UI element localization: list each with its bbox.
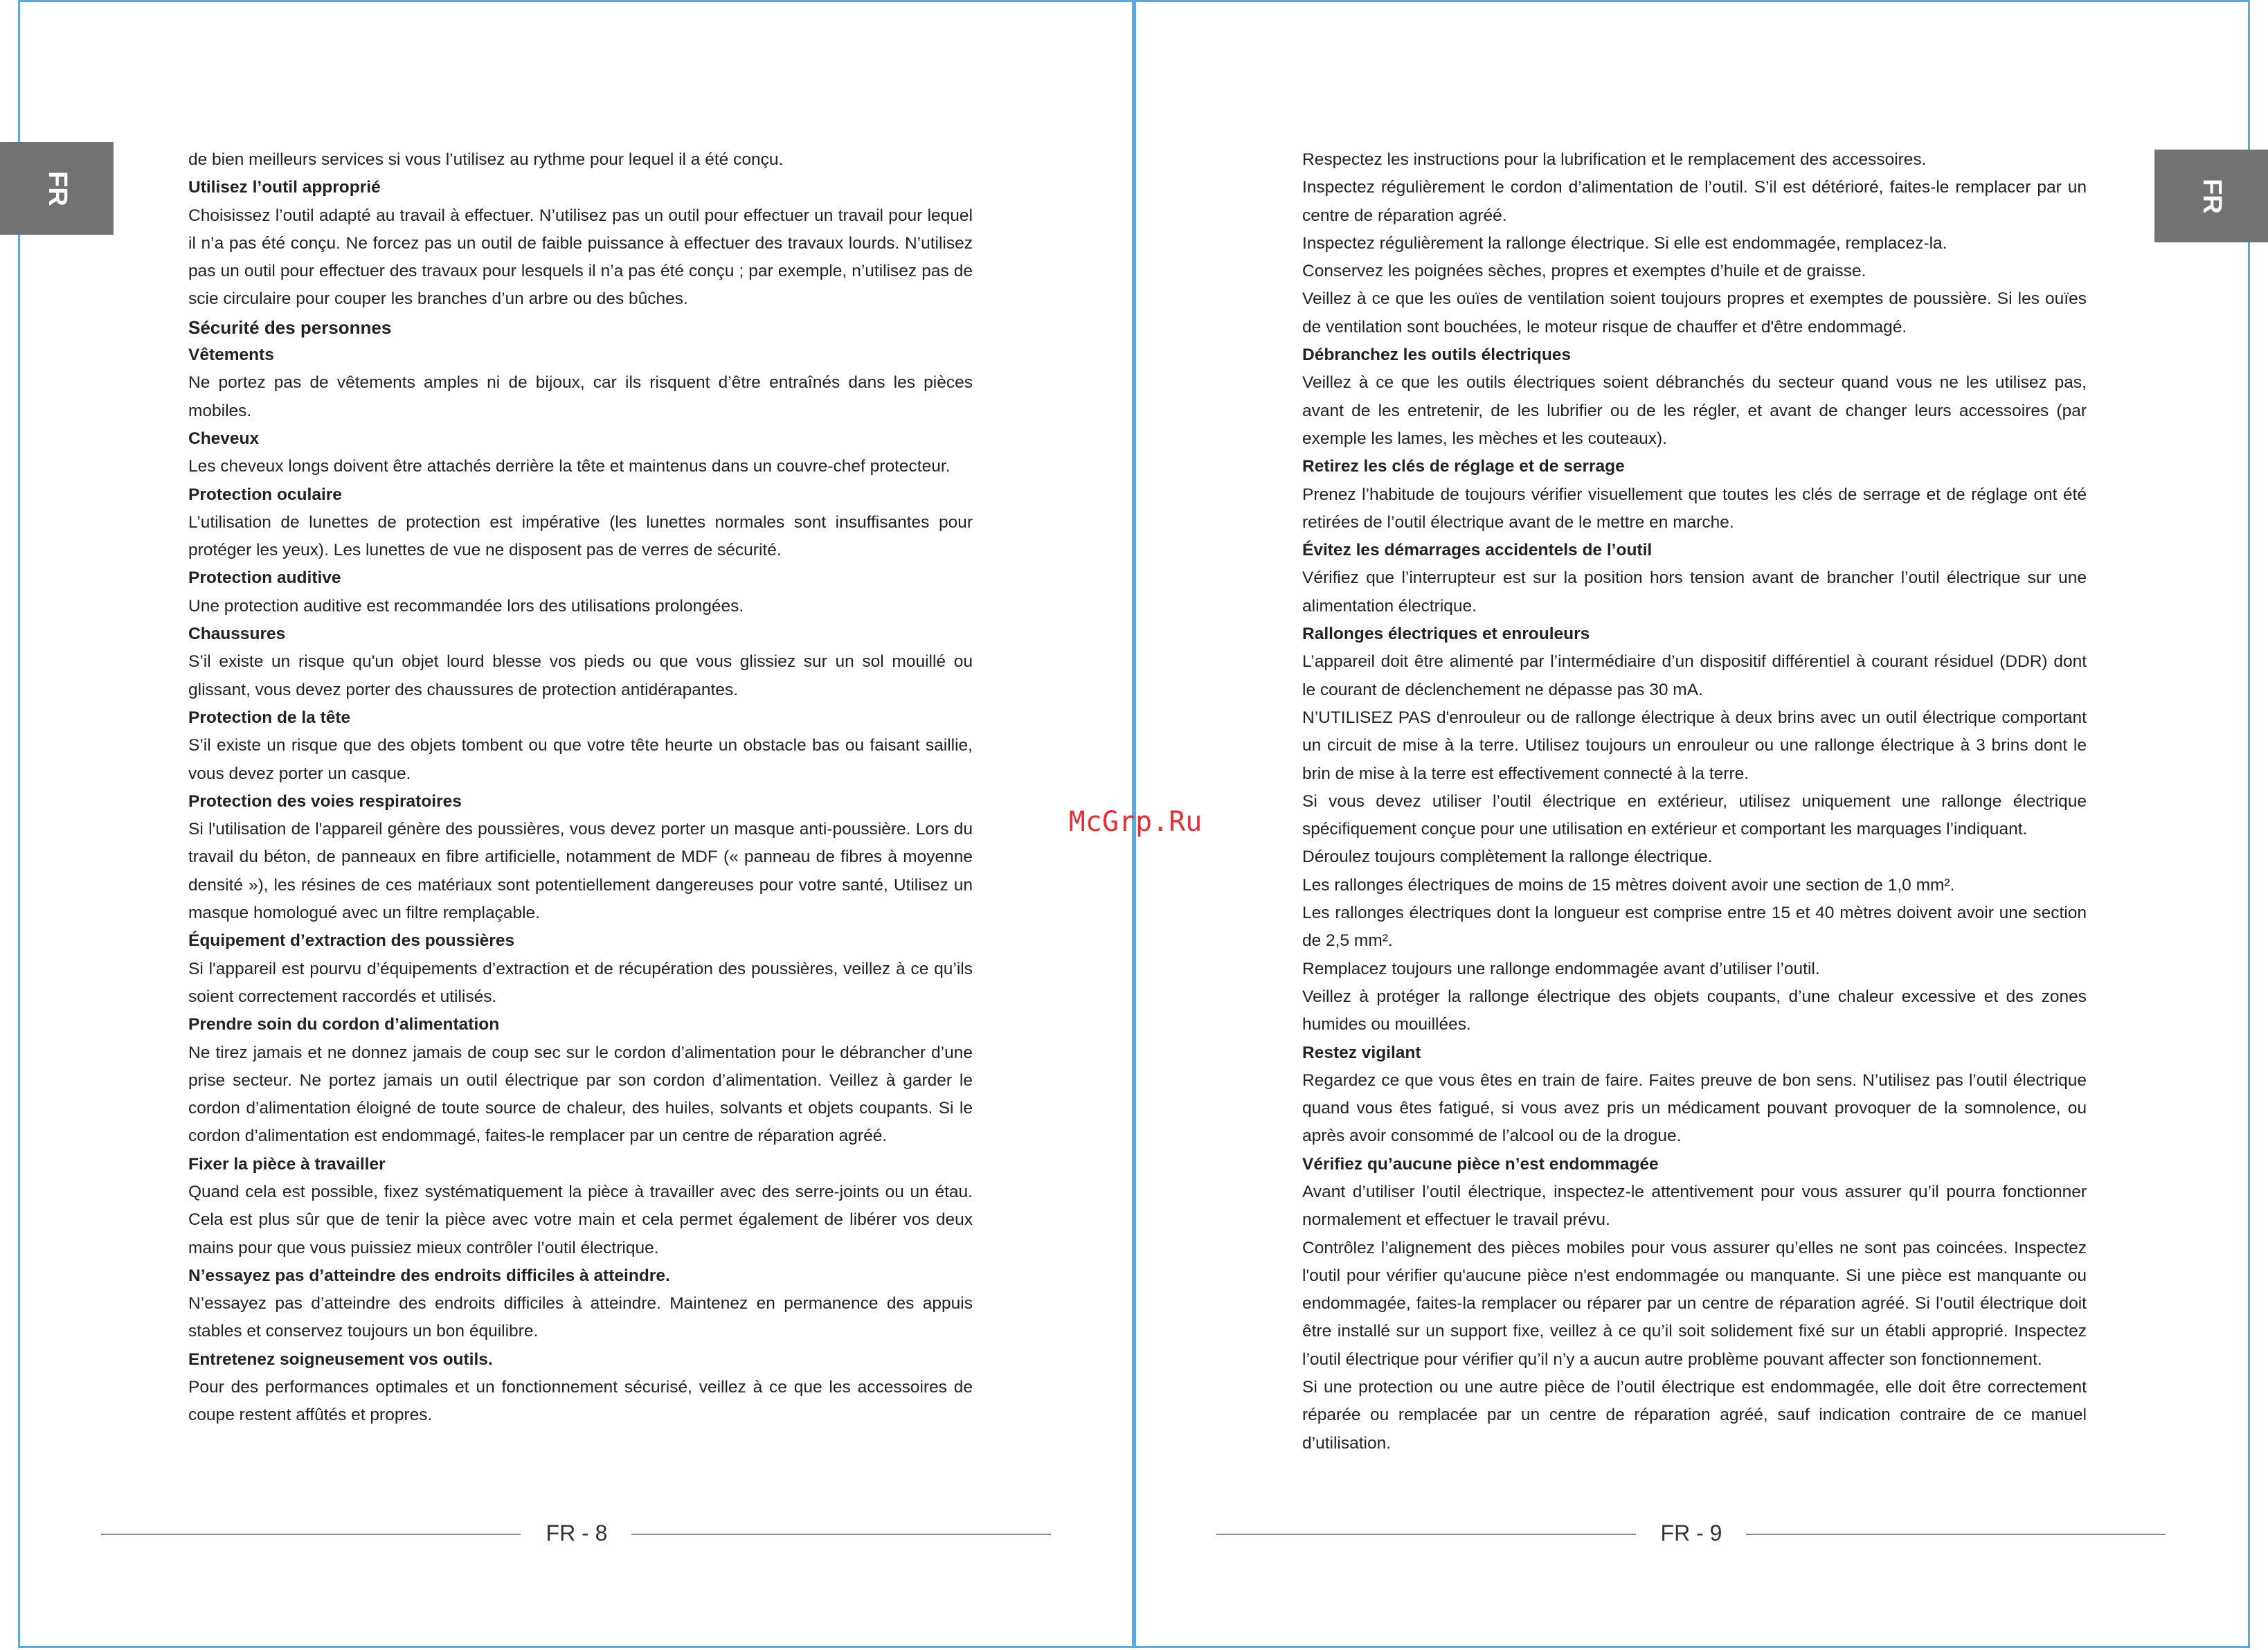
paragraph: Ne portez pas de vêtements amples ni de bijoux, car ils risquent d’être entraînés dans les pièces mobiles. (188, 373, 973, 420)
paragraph: L’appareil doit être alimenté par l’intermédiaire d’un dispositif différentiel à courant résiduel (DDR) dont le courant de déclenchement ne dépasse pas 30 mA. (1302, 652, 2087, 699)
paragraph: L’utilisation de lunettes de protection est impérative (les lunettes normales sont insuffisantes pour protéger les yeux). Les lunettes de vue ne disposent pas de verres de sécurité. (188, 512, 973, 560)
watermark: McGrp.Ru (1068, 806, 1203, 838)
section-heading: Retirez les clés de réglage et de serrage (1302, 457, 1625, 476)
paragraph: Si l'appareil est pourvu d’équipements d’extraction et de récupération des poussières, veillez à ce qu’ils soient correctement raccordés et utilisés. (188, 959, 973, 1006)
section-heading: Utilisez l’outil approprié (188, 178, 381, 197)
language-tab-left-label: FR (42, 170, 72, 206)
section-heading: Cheveux (188, 429, 260, 448)
paragraph: Veillez à ce que les outils électriques soient débranchés du secteur quand vous ne les utilisez pas, avant de les entretenir, de les lubrifier ou de les régler, et avant de changer leurs accessoires (par exemple les lames, les mèches et les couteaux). (1302, 373, 2087, 448)
section-heading: Restez vigilant (1302, 1043, 1421, 1062)
paragraph: Regardez ce que vous êtes en train de faire. Faites preuve de bon sens. N’utilisez pas l’outil électrique quand vous êtes fatigué, si vous avez pris un médicament pouvant provoquer de la somnolence, ou après avoir consommé de l’alcool ou de la drogue. (1302, 1070, 2087, 1146)
section-heading: Équipement d’extraction des poussières (188, 931, 515, 951)
paragraph: Si l'utilisation de l'appareil génère des poussières, vous devez porter un masque anti-poussière. Lors du travail du béton, de panneaux en fibre artificielle, notamment de MDF (« panneau de fibres à moyenne densité »), les résines de ces matériaux sont potentiellement dangereuses pour votre santé, Utilisez un masque homologué avec un filtre remplaçable. (188, 820, 973, 923)
section-heading: Rallonges électriques et enrouleurs (1302, 625, 1590, 644)
paragraph: Veillez à ce que les ouïes de ventilation soient toujours propres et exemptes de poussière. Si les ouïes de ventilation sont bouchées, le moteur risque de chauffer et d'être endommagé. (1302, 289, 2087, 337)
paragraph: S’il existe un risque qu'un objet lourd blesse vos pieds ou que vous glissiez sur un sol mouillé ou glissant, vous devez porter des chaussures de protection antidérapantes. (188, 652, 973, 699)
section-heading: Entretenez soigneusement vos outils. (188, 1349, 493, 1369)
section-heading: Fixer la pièce à travailler (188, 1154, 386, 1174)
page-number-left: FR - 8 (546, 1521, 608, 1545)
footer-rule (1746, 1534, 2166, 1535)
page-number-right: FR - 9 (1660, 1521, 1722, 1545)
section-heading: Protection auditive (188, 568, 341, 588)
right-page-text (1302, 146, 2087, 1458)
footer-rule (631, 1534, 1051, 1535)
paragraph: N’UTILISEZ PAS d'enrouleur ou de rallonge électrique à deux brins avec un outil électrique comportant un circuit de mise à la terre. Utilisez toujours un enrouleur ou une rallonge électrique à 3 brins dont le brin de mise à la terre est effectivement connecté à la terre. (1302, 708, 2087, 783)
section-heading: Protection des voies respiratoires (188, 791, 462, 811)
section-heading: Protection de la tête (188, 708, 351, 727)
section-heading: Débranchez les outils électriques (1302, 346, 1572, 365)
paragraph: Déroulez toujours complètement la rallonge électrique. (1302, 848, 1713, 867)
left-page-text (188, 146, 973, 1430)
paragraph: Conservez les poignées sèches, propres et exemptes d’huile et de graisse. (1302, 262, 1866, 281)
paragraph: Contrôlez l’alignement des pièces mobiles pour vous assurer qu’elles ne sont pas coincées. Inspectez l'outil pour vérifier qu'aucune pièce n'est endommagée ou manquante. Si une pièce est manquante ou endommagée, faites-la remplacer ou réparer par un centre de réparation agréé. Si l’outil électrique doit être installé sur un support fixe, veillez à ce qu’il soit solidement fixé sur un établi approprié. Inspectez l’outil électrique pour vérifier qu’il n’y a aucun autre problème pouvant affecter son fonctionnement. (1302, 1238, 2087, 1369)
paragraph: Respectez les instructions pour la lubrification et le remplacement des accessoires. (1302, 150, 1927, 169)
paragraph: Ne tirez jamais et ne donnez jamais de coup sec sur le cordon d’alimentation pour le débrancher d’une prise secteur. Ne portez jamais un outil électrique par son cordon d’alimentation. Veillez à garder le cordon d’alimentation éloigné de toute source de chaleur, des huiles, solvants et objets coupants. Si le cordon d’alimentation est endommagé, faites-le remplacer par un centre de réparation agréé. (188, 1043, 973, 1146)
section-heading: Évitez les démarrages accidentels de l’outil (1302, 541, 1653, 560)
paragraph: Quand cela est possible, fixez systématiquement la pièce à travailler avec des serre-joints ou un étau. Cela est plus sûr que de tenir la pièce avec votre main et cela permet également de libérer vos deux mains pour que vous puissiez mieux contrôler l’outil électrique. (188, 1182, 973, 1257)
section-heading: Sécurité des personnes (188, 316, 392, 338)
section-heading: Chaussures (188, 625, 286, 644)
paragraph: N’essayez pas d’atteindre des endroits difficiles à atteindre. Maintenez en permanence des appuis stables et conservez toujours un bon équilibre. (188, 1294, 973, 1341)
paragraph: Si une protection ou une autre pièce de l’outil électrique est endommagée, elle doit être correctement réparée ou remplacée par un centre de réparation agréé, sauf indication contraire de ce manuel d’utilisation. (1302, 1378, 2087, 1453)
paragraph: de bien meilleurs services si vous l’utilisez au rythme pour lequel il a été conçu. (188, 150, 784, 169)
paragraph: Les rallonges électriques dont la longueur est comprise entre 15 et 40 mètres doivent avoir une section de 2,5 mm². (1302, 904, 2087, 951)
paragraph: Choisissez l’outil adapté au travail à effectuer. N’utilisez pas un outil pour effectuer un travail pour lequel il n’a pas été conçu. Ne forcez pas un outil de faible puissance à effectuer des travaux lourds. N’utilisez pas un outil pour effectuer des travaux pour lesquels il n’a pas été conçu ; par exemple, n’utilisez pas de scie circulaire pour couper les branches d’un arbre ou des bûches. (188, 206, 973, 309)
paragraph: Les cheveux longs doivent être attachés derrière la tête et maintenus dans un couvre-chef protecteur. (188, 457, 951, 476)
language-tab-right (2154, 150, 2268, 242)
paragraph: Remplacez toujours une rallonge endommagée avant d’utiliser l’outil. (1302, 959, 1820, 978)
section-heading: N’essayez pas d’atteindre des endroits difficiles à atteindre. (188, 1266, 670, 1285)
paragraph: Inspectez régulièrement le cordon d’alimentation de l’outil. S’il est détérioré, faites-le remplacer par un centre de réparation agréé. (1302, 178, 2087, 225)
section-heading: Protection oculaire (188, 485, 342, 504)
footer-rule (101, 1534, 521, 1535)
paragraph: Si vous devez utiliser l’outil électrique en extérieur, utilisez uniquement une rallonge électrique spécifiquement conçue pour une utilisation en extérieur et comportant les marquages l’indiquant. (1302, 791, 2087, 839)
language-tab-left (0, 142, 114, 235)
paragraph: Avant d’utiliser l’outil électrique, inspectez-le attentivement pour vous assurer qu’il pourra fonctionner normalement et effectuer le travail prévu. (1302, 1182, 2087, 1230)
paragraph: S’il existe un risque que des objets tombent ou que votre tête heurte un obstacle bas ou faisant saillie, vous devez porter un casque. (188, 736, 973, 783)
paragraph: Prenez l’habitude de toujours vérifier visuellement que toutes les clés de serrage et de réglage ont été retirées de l’outil électrique avant de le mettre en marche. (1302, 485, 2087, 532)
footer-rule (1216, 1534, 1636, 1535)
language-tab-right-label: FR (2197, 178, 2226, 214)
paragraph: Une protection auditive est recommandée lors des utilisations prolongées. (188, 596, 744, 616)
section-heading: Vérifiez qu’aucune pièce n’est endommagée (1302, 1154, 1659, 1174)
paragraph: Veillez à protéger la rallonge électrique des objets coupants, d’une chaleur excessive et des zones humides ou mouillées. (1302, 987, 2087, 1034)
paragraph: Pour des performances optimales et un fonctionnement sécurisé, veillez à ce que les accessoires de coupe restent affûtés et propres. (188, 1378, 973, 1425)
paragraph: Vérifiez que l’interrupteur est sur la position hors tension avant de brancher l’outil électrique sur une alimentation électrique. (1302, 568, 2087, 616)
paragraph: Inspectez régulièrement la rallonge électrique. Si elle est endommagée, remplacez-la. (1302, 233, 1947, 253)
paragraph: Les rallonges électriques de moins de 15 mètres doivent avoir une section de 1,0 mm². (1302, 875, 1955, 895)
section-heading: Vêtements (188, 346, 274, 365)
section-heading: Prendre soin du cordon d’alimentation (188, 1015, 500, 1034)
